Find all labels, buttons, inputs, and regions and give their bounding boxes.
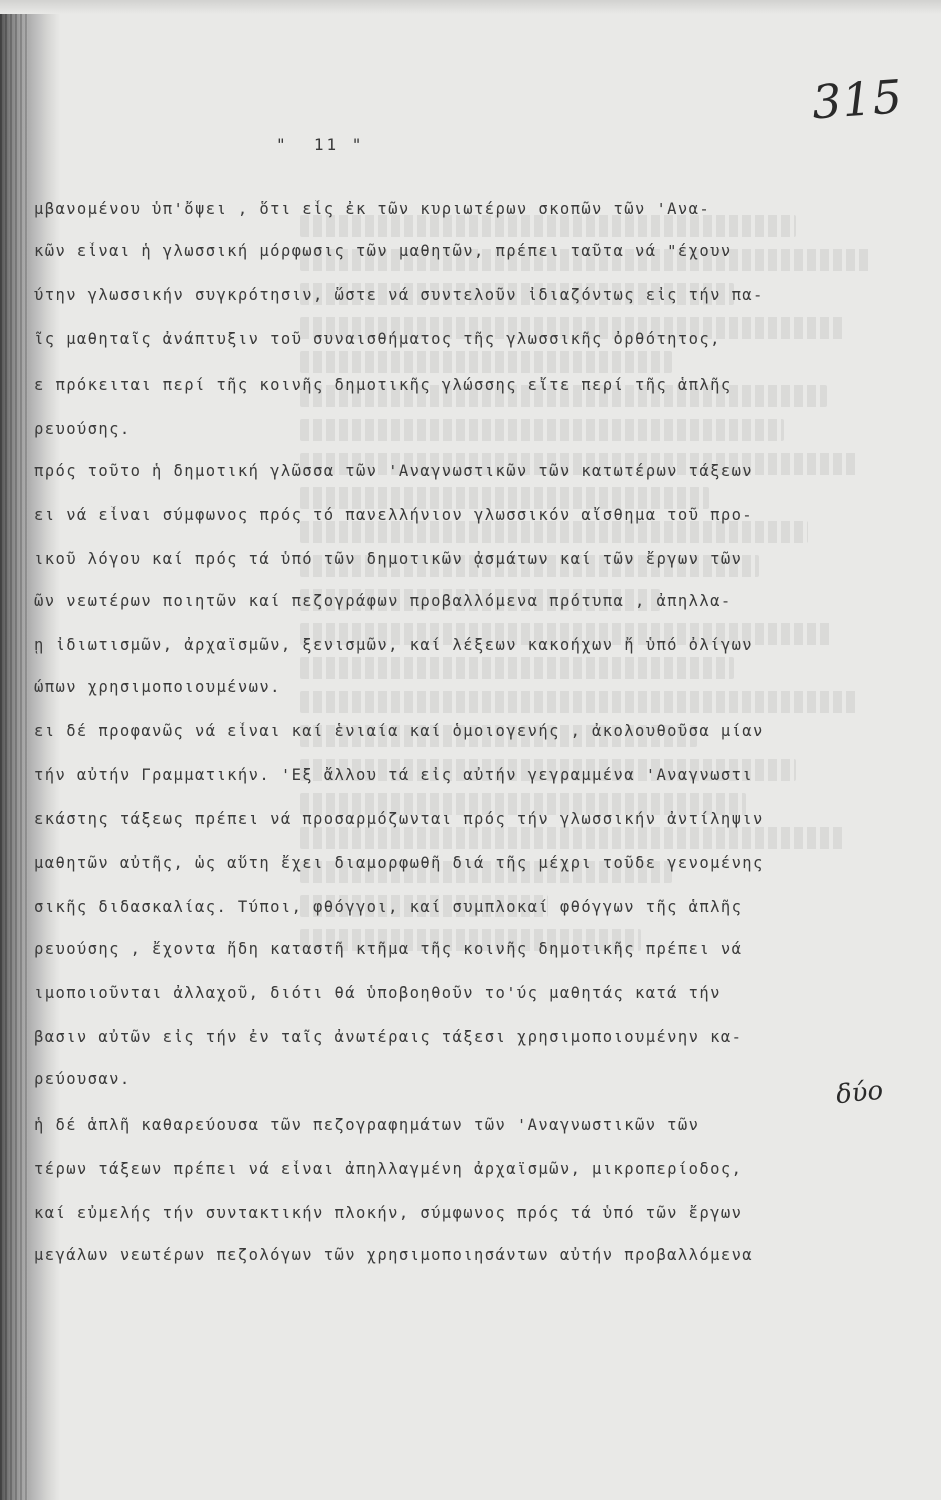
handwritten-page-number: 315 bbox=[810, 69, 905, 130]
text-line: ῖς μαθηταῖς ἀνάπτυξιν τοῦ συναισθήματος τῆς γλωσσικῆς ὀρθότητος, bbox=[34, 330, 721, 348]
text-line: κῶν εἶναι ἡ γλωσσική μόρφωσις τῶν μαθητῶν, πρέπει ταῦτα νά "έχουν bbox=[34, 242, 732, 260]
text-line: ῃ ἰδιωτισμῶν, ἀρχαϊσμῶν, ξενισμῶν, καί λέξεων κακοήχων ἤ ὑπό ὀλίγων bbox=[34, 636, 754, 654]
text-line: μαθητῶν αὐτῆς, ὡς αὕτη ἔχει διαμορφωθῆ διά τῆς μέχρι τοῦδε γενομένης bbox=[34, 854, 764, 872]
text-line: ει δέ προφανῶς νά εἶναι καί ἑνιαία καί ὁμοιογενής , ἀκολουθοῦσα μίαν bbox=[34, 722, 764, 740]
text-line: τήν αὐτήν Γραμματικήν. 'Εξ ἄλλου τά εἰς αὐτήν γεγραμμένα 'Αναγνωστι bbox=[34, 766, 754, 784]
text-line: ώπων χρησιμοποιουμένων. bbox=[34, 678, 281, 696]
text-line: πρός τοῦτο ἡ δημοτική γλῶσσα τῶν 'Αναγνωστικῶν τῶν κατωτέρων τάξεων bbox=[34, 462, 754, 480]
text-line: ρευούσης. bbox=[34, 420, 131, 438]
text-line: ῶν νεωτέρων ποιητῶν καί πεζογράφων προβαλλόμενα πρότυπα , ἀπηλλα- bbox=[34, 592, 732, 610]
binding-texture bbox=[0, 0, 28, 1500]
text-line: ικοῦ λόγου καί πρός τά ὑπό τῶν δημοτικῶν ᾀσμάτων καί τῶν ἔργων τῶν bbox=[34, 550, 743, 568]
text-line: σικῆς διδασκαλίας. Τύποι, φθόγγοι, καί συμπλοκαί φθόγγων τῆς ἁπλῆς bbox=[34, 898, 743, 916]
text-line: ύτην γλωσσικήν συγκρότησιν, ὥστε νά συντελοῦν ἰδιαζόντως εἰς τήν πα- bbox=[34, 286, 764, 304]
text-line: εκάστης τάξεως πρέπει νά προσαρμόζωνται πρός τήν γλωσσικήν ἀντίληψιν bbox=[34, 810, 764, 828]
text-line: ρεύουσαν. bbox=[34, 1070, 131, 1088]
handwritten-margin-note: δύο bbox=[834, 1075, 885, 1111]
text-line: βασιν αὐτῶν εἰς τήν ἐν ταῖς ἀνωτέραις τάξεσι χρησιμοποιουμένην κα- bbox=[34, 1028, 743, 1046]
text-line: μβανομένου ὑπ'ὄψει , ὅτι εἷς ἐκ τῶν κυριωτέρων σκοπῶν τῶν 'Ανα- bbox=[34, 200, 711, 218]
text-line: ει νά εἶναι σύμφωνος πρός τό πανελλήνιον γλωσσικόν αἴσθημα τοῦ προ- bbox=[34, 506, 754, 524]
text-line: ιμοποιοῦνται ἀλλαχοῦ, διότι θά ὑποβοηθοῦν το'ύς μαθητάς κατά τήν bbox=[34, 984, 721, 1002]
text-line: καί εὐμελής τήν συντακτικήν πλοκήν, σύμφωνος πρός τά ὑπό τῶν ἔργων bbox=[34, 1204, 743, 1222]
section-marker: " 11 " bbox=[276, 135, 365, 154]
text-line: ε πρόκειται περί τῆς κοινῆς δημοτικῆς γλώσσης εἴτε περί τῆς ἁπλῆς bbox=[34, 376, 732, 394]
typed-text-body bbox=[34, 200, 914, 1400]
text-line: μεγάλων νεωτέρων πεζολόγων τῶν χρησιμοποιησάντων αὐτήν προβαλλόμενα bbox=[34, 1246, 754, 1264]
text-line: τέρων τάξεων πρέπει νά εἶναι ἀπηλλαγμένη ἀρχαϊσμῶν, μικροπερίοδος, bbox=[34, 1160, 743, 1178]
text-line: ρευούσης , ἔχοντα ἤδη καταστῆ κτῆμα τῆς κοινῆς δημοτικῆς πρέπει νά bbox=[34, 940, 743, 958]
top-edge-shadow bbox=[0, 0, 941, 14]
text-line: ἡ δέ ἁπλῆ καθαρεύουσα τῶν πεζογραφημάτων τῶν 'Αναγνωστικῶν τῶν bbox=[34, 1116, 700, 1134]
